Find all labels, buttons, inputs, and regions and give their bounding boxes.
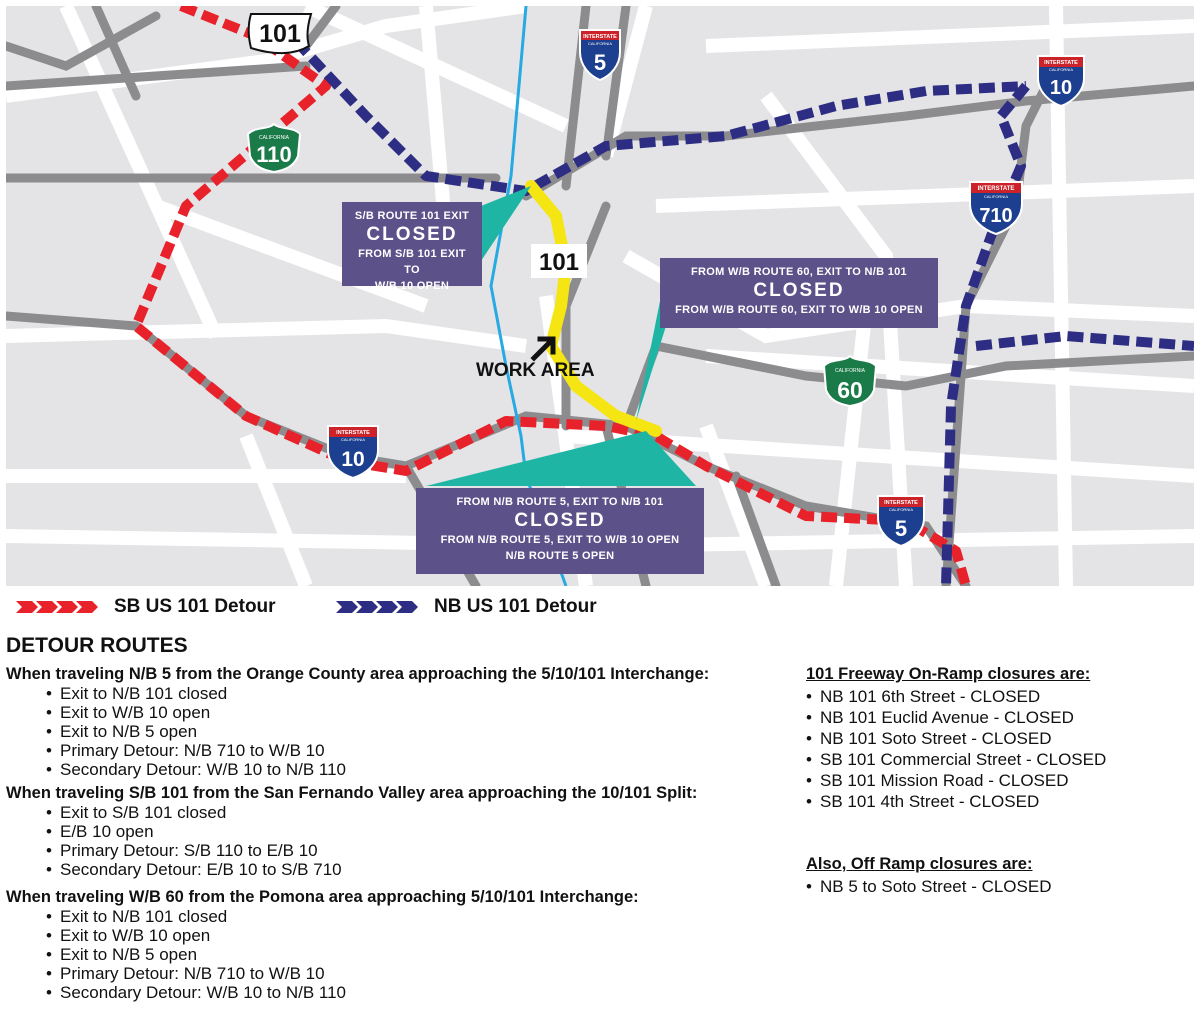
list-item: • SB 101 4th Street - CLOSED: [806, 791, 1196, 812]
wb60-exit-callout: [660, 258, 938, 328]
svg-text:CALIFORNIA: CALIFORNIA: [258, 135, 290, 141]
svg-text:5: 5: [894, 516, 908, 541]
detour-routes-list: [6, 662, 806, 1006]
list-item: • Exit to W/B 10 open: [46, 926, 806, 945]
list-item: • Exit to N/B 5 open: [46, 722, 806, 741]
nb5-callout-status: CLOSED: [514, 510, 606, 531]
list-item: • E/B 10 open: [46, 822, 806, 841]
svg-text:710: 710: [979, 205, 1013, 227]
group-list-sb101: [6, 803, 806, 879]
detour-map[interactable]: [6, 6, 1194, 586]
legend-sb-label: SB US 101 Detour: [114, 596, 276, 617]
offramp-closures-list: [806, 876, 1196, 897]
svg-text:INTERSTATE: INTERSTATE: [884, 500, 918, 506]
group-heading-nb5: When traveling N/B 5 from the Orange County area approaching the 5/10/101 Interchange:: [6, 665, 710, 683]
sb101-callout-status: CLOSED: [366, 224, 458, 245]
list-item: • Exit to S/B 101 closed: [46, 803, 806, 822]
group-heading-wb60: When traveling W/B 60 from the Pomona area approaching 5/10/101 Interchange:: [6, 888, 639, 906]
svg-text:10: 10: [1049, 77, 1073, 99]
list-item: • Exit to N/B 101 closed: [46, 907, 806, 926]
group-list-nb5: [6, 684, 806, 779]
sb101-callout-line1: S/B ROUTE 101 EXIT: [354, 210, 470, 222]
svg-text:101: 101: [538, 249, 580, 276]
svg-text:CALIFORNIA: CALIFORNIA: [834, 368, 866, 374]
list-item: • Secondary Detour: W/B 10 to N/B 110: [46, 983, 806, 1002]
work-area-label: WORK AREA: [476, 360, 595, 381]
list-item: • Secondary Detour: W/B 10 to N/B 110: [46, 760, 806, 779]
sb101-callout-line3: W/B 10 OPEN: [374, 280, 450, 292]
wb60-callout-line1: FROM W/B ROUTE 60, EXIT TO N/B 101: [691, 266, 907, 278]
onramp-closures-heading: 101 Freeway On-Ramp closures are:: [806, 665, 1091, 683]
svg-text:INTERSTATE: INTERSTATE: [336, 430, 370, 436]
list-item: • Exit to W/B 10 open: [46, 703, 806, 722]
onramp-closures: [806, 664, 1196, 812]
svg-text:CALIFORNIA: CALIFORNIA: [587, 41, 613, 46]
list-item: • NB 5 to Soto Street - CLOSED: [806, 876, 1196, 897]
wb60-callout-status: CLOSED: [753, 280, 845, 301]
ca60-shield-icon: [824, 356, 876, 406]
svg-text:101: 101: [259, 20, 301, 48]
list-item: • SB 101 Mission Road - CLOSED: [806, 770, 1196, 791]
svg-text:INTERSTATE: INTERSTATE: [1044, 60, 1078, 66]
svg-text:INTERSTATE: INTERSTATE: [977, 186, 1015, 192]
list-item: • Exit to N/B 5 open: [46, 945, 806, 964]
svg-text:10: 10: [341, 448, 365, 471]
sb101-exit-callout: [342, 202, 482, 292]
sb101-callout-pointer: [481, 186, 531, 261]
i710-shield-icon: [970, 182, 1022, 234]
list-item: • Primary Detour: S/B 110 to E/B 10: [46, 841, 806, 860]
sb-detour-swatch-icon: [16, 599, 100, 615]
legend-sb-detour: [16, 594, 276, 620]
legend-nb-detour: [336, 594, 597, 620]
onramp-closures-list: [806, 686, 1196, 812]
nb5-exit-callout: [416, 488, 704, 574]
svg-text:CALIFORNIA: CALIFORNIA: [340, 437, 366, 442]
offramp-closures-heading: Also, Off Ramp closures are:: [806, 855, 1033, 873]
list-item: • Exit to N/B 101 closed: [46, 684, 806, 703]
list-item: • SB 101 Commercial Street - CLOSED: [806, 749, 1196, 770]
list-item: • Secondary Detour: E/B 10 to S/B 710: [46, 860, 806, 879]
us-101-shield-icon: [249, 14, 311, 53]
list-item: • NB 101 Euclid Avenue - CLOSED: [806, 707, 1196, 728]
nb-detour-swatch-icon: [336, 599, 420, 615]
detour-routes-title: DETOUR ROUTES: [6, 634, 188, 657]
sb101-callout-line2: FROM S/B 101 EXIT TO: [358, 248, 466, 276]
group-list-wb60: [6, 907, 806, 1002]
list-item: • Primary Detour: N/B 710 to W/B 10: [46, 741, 806, 760]
svg-text:CALIFORNIA: CALIFORNIA: [983, 194, 1009, 199]
list-item: • NB 101 6th Street - CLOSED: [806, 686, 1196, 707]
offramp-closures: [806, 854, 1196, 897]
svg-text:INTERSTATE: INTERSTATE: [583, 34, 617, 40]
nb5-callout-line2: FROM N/B ROUTE 5, EXIT TO W/B 10 OPEN: [440, 534, 680, 546]
wb60-callout-line2: FROM W/B ROUTE 60, EXIT TO W/B 10 OPEN: [675, 304, 923, 316]
list-item: • NB 101 Soto Street - CLOSED: [806, 728, 1196, 749]
nb5-callout-line1: FROM N/B ROUTE 5, EXIT TO N/B 101: [456, 496, 664, 508]
ca110-shield-icon: [248, 124, 300, 172]
list-item: • Primary Detour: N/B 710 to W/B 10: [46, 964, 806, 983]
svg-text:CALIFORNIA: CALIFORNIA: [1048, 67, 1074, 72]
svg-text:110: 110: [256, 142, 292, 167]
group-heading-sb101: When traveling S/B 101 from the San Fernando Valley area approaching the 10/101 Split:: [6, 784, 698, 802]
legend-nb-label: NB US 101 Detour: [434, 596, 597, 617]
svg-text:CALIFORNIA: CALIFORNIA: [888, 507, 914, 512]
svg-text:60: 60: [837, 377, 863, 403]
nb5-callout-line3: N/B ROUTE 5 OPEN: [505, 550, 615, 562]
svg-text:5: 5: [593, 50, 607, 75]
route-101-label: [531, 244, 587, 278]
